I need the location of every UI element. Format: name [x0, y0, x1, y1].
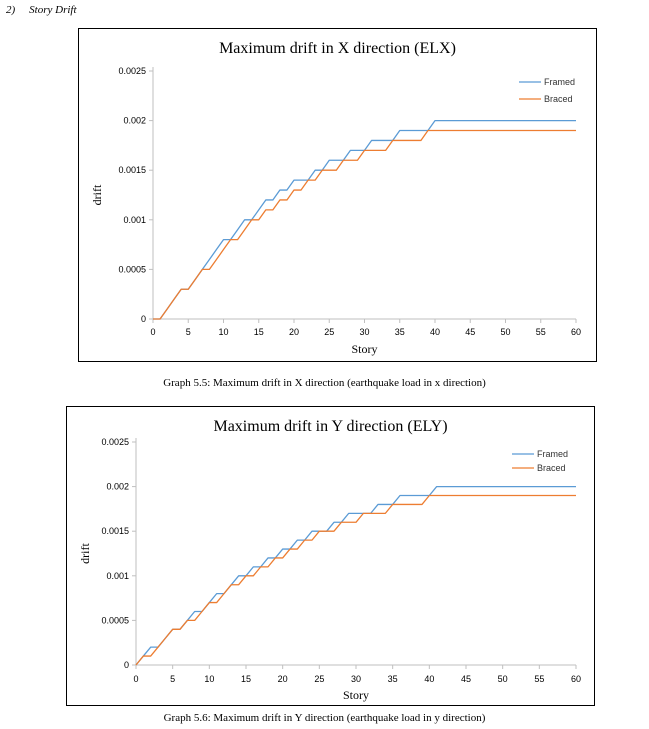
x-tick-label: 40	[424, 674, 435, 684]
x-tick-label: 0	[133, 674, 139, 684]
x-tick-label: 15	[253, 327, 264, 337]
caption-graph-5-6: Graph 5.6: Maximum drift in Y direction (earthquake load in y direction)	[163, 712, 486, 724]
x-tick-label: 55	[535, 327, 546, 337]
y-tick-label: 0.002	[123, 115, 146, 126]
legend-label-braced: Braced	[537, 463, 566, 473]
x-tick-label: 0	[150, 327, 156, 337]
series-line-braced	[136, 496, 576, 665]
chart-y-direction	[66, 406, 595, 706]
x-tick-label: 5	[170, 674, 176, 684]
section-title: Story Drift	[29, 4, 77, 16]
x-tick-label: 10	[204, 674, 215, 684]
x-tick-label: 15	[240, 674, 252, 684]
y-tick-label: 0	[140, 314, 146, 324]
y-tick-label: 0.002	[106, 481, 129, 492]
x-tick-label: 20	[277, 674, 288, 684]
x-tick-label: 60	[570, 327, 582, 337]
caption-graph-5-5: Graph 5.5: Maximum drift in X direction (earthquake load in x direction)	[163, 377, 486, 389]
chart-svg	[67, 407, 594, 705]
x-tick-label: 50	[497, 674, 508, 684]
legend-label-framed: Framed	[544, 77, 576, 87]
x-tick-label: 10	[218, 327, 229, 337]
x-tick-label: 45	[465, 327, 476, 337]
y-tick-label: 0.0015	[101, 526, 129, 537]
y-tick-label: 0.0025	[101, 437, 129, 447]
x-tick-label: 50	[500, 327, 511, 337]
y-tick-label: 0.0025	[118, 66, 146, 76]
x-tick-label: 60	[570, 674, 582, 684]
y-tick-label: 0.001	[106, 570, 129, 581]
x-tick-label: 25	[314, 674, 325, 684]
section-heading	[6, 4, 77, 16]
x-tick-label: 40	[429, 327, 441, 337]
series-line-framed	[136, 487, 576, 665]
y-tick-label: 0.0015	[118, 165, 146, 176]
y-tick-label: 0.0005	[118, 264, 146, 275]
chart-x-direction	[78, 28, 597, 362]
legend-label-braced: Braced	[544, 94, 573, 104]
x-axis-title: Story	[351, 342, 378, 356]
chart-svg	[79, 29, 596, 361]
x-tick-label: 30	[350, 674, 362, 684]
y-tick-label: 0.0005	[101, 615, 129, 626]
series-line-braced	[153, 131, 576, 319]
x-tick-label: 5	[185, 327, 191, 337]
legend-label-framed: Framed	[537, 449, 569, 459]
x-tick-label: 25	[324, 327, 335, 337]
x-axis-title: Story	[342, 688, 370, 702]
section-number: 2)	[6, 4, 16, 16]
x-tick-label: 30	[359, 327, 370, 337]
y-axis-title: drift	[78, 543, 92, 564]
x-tick-label: 20	[288, 327, 300, 337]
y-axis-title: drift	[90, 184, 104, 206]
chart-title: Maximum drift in X direction (ELX)	[219, 40, 456, 57]
chart-title: Maximum drift in Y direction (ELY)	[213, 418, 448, 435]
x-tick-label: 55	[534, 674, 545, 684]
x-tick-label: 35	[387, 674, 398, 684]
x-tick-label: 35	[394, 327, 405, 337]
y-tick-label: 0.001	[123, 214, 146, 225]
x-tick-label: 45	[460, 674, 472, 684]
y-tick-label: 0	[123, 660, 129, 670]
